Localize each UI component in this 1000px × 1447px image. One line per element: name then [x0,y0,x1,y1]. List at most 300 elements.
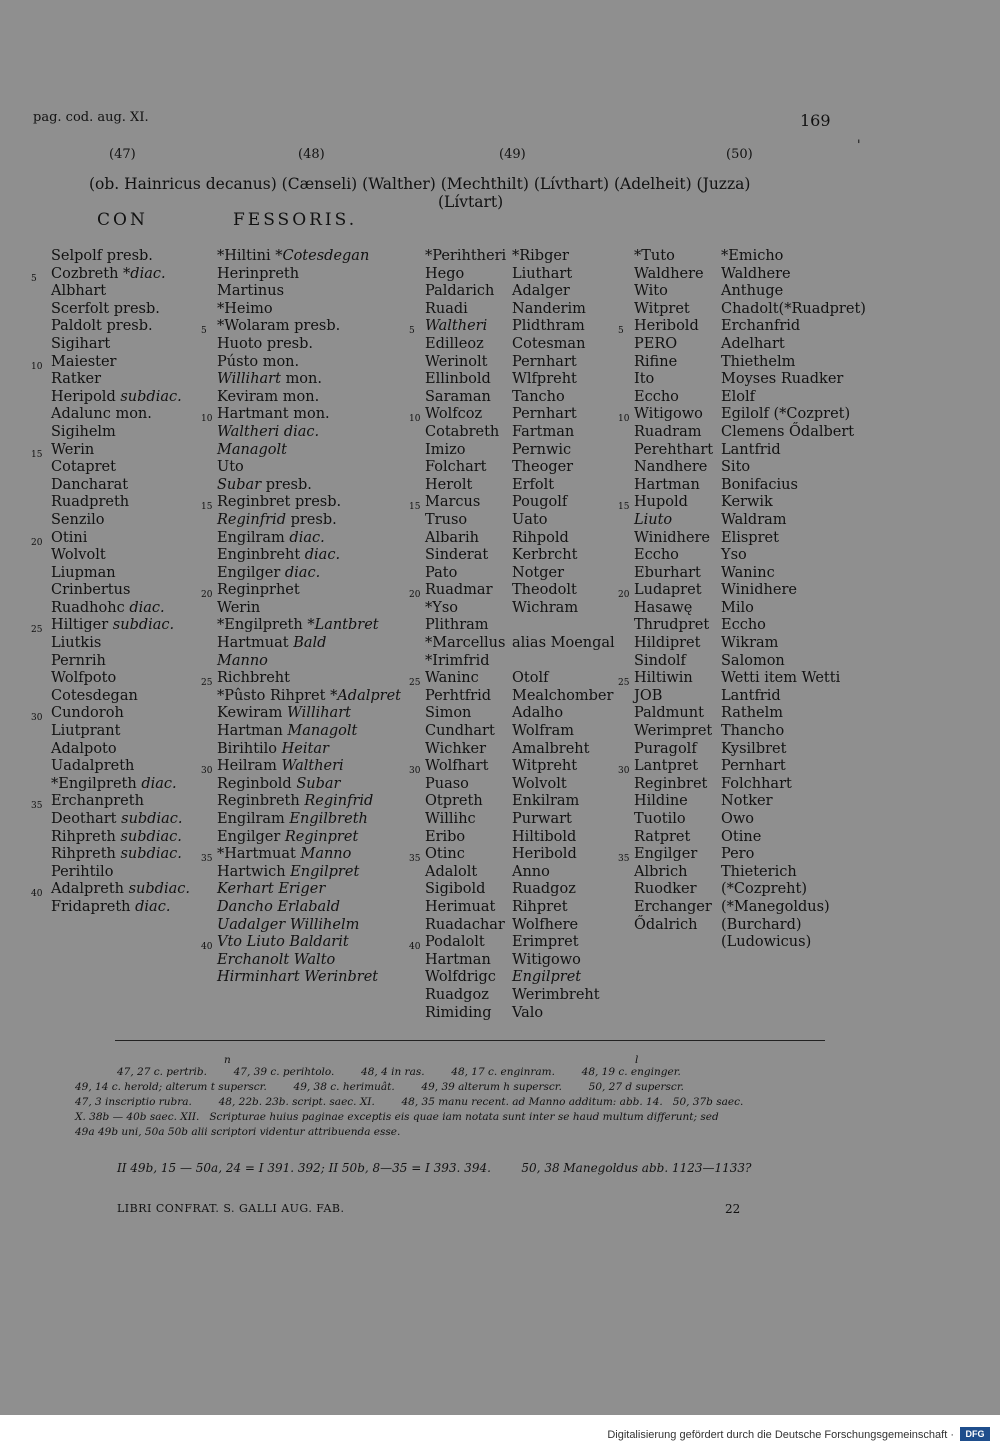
name-token: Adalpreth [51,881,124,898]
name-token: Manno [217,652,268,669]
line-number: 20 [409,590,421,601]
list-item [634,600,713,618]
list-item [634,741,713,759]
list-item [51,688,190,706]
list-item [512,494,615,512]
name-token: Reginpret [284,828,359,845]
name-token: Heribold [512,846,577,863]
list-item [217,389,401,407]
name-token: Wolfdrigc [425,969,496,986]
list-item [51,741,190,759]
list-item [201,670,401,689]
name-token: Thiethelm [721,353,796,370]
list-item [634,283,713,301]
list-item [512,969,615,987]
list-item [425,266,506,284]
name-token: Theoger [512,459,574,476]
name-token: Liuthart [512,265,573,282]
name-token: Sigihart [51,335,111,352]
list-item [409,934,506,953]
name-token: subdiac. [121,811,183,827]
list-item [721,776,866,794]
list-item [634,723,713,741]
name-token: Valo [512,1004,544,1021]
list-item [425,705,506,723]
name-token: Hartwich [217,863,286,880]
list-item [512,846,615,864]
name-token: Liutkis [51,635,102,652]
list-item [425,512,506,530]
list-item [217,424,401,442]
list-item [721,793,866,811]
list-item [634,917,713,935]
line-number: 30 [201,766,213,777]
name-token: Thancho [721,723,785,740]
name-token: Witpret [634,300,690,317]
list-item [634,617,713,635]
list-item [512,811,615,829]
list-item [217,354,401,372]
name-token: Engilger [217,828,281,845]
list-item [425,793,506,811]
list-item [51,547,190,565]
name-token: Uadalger [217,916,286,933]
name-token: Ito [634,371,655,388]
name-token: presb. [106,318,153,335]
line-number: 10 [31,361,43,372]
name-token: Plithram [425,617,489,634]
list-item [721,494,866,512]
list-item [425,371,506,389]
name-token: Ruadachar [425,916,505,933]
name-token: Hartman [425,951,491,968]
name-token: Salomon [721,652,785,669]
list-item [512,653,615,671]
name-token: Heribold [634,318,699,335]
list-item [512,705,615,723]
name-token: *Irimfrid [425,652,490,669]
name-token: Truso [425,511,468,528]
list-item [51,653,190,671]
name-token: Reginbold [217,775,292,792]
list-item [634,301,713,319]
name-token: Dancho [217,898,273,915]
list-item [51,600,190,618]
name-token: Chadolt(*Ruadpret) [721,300,866,317]
line-number: 20 [618,590,630,601]
list-item [634,688,713,706]
list-item [634,266,713,284]
name-token: Adalunc [51,406,111,423]
list-item [409,494,506,513]
name-column-49b [512,248,615,1022]
name-token: Eriger [278,881,326,898]
line-number: 5 [618,326,624,337]
line-number: 25 [409,678,421,689]
line-number: 25 [618,678,630,689]
line-number: 30 [618,766,630,777]
line-number: 40 [409,942,421,953]
name-token: Werinbret [304,969,379,986]
list-item [425,899,506,917]
dfg-logo: DFG [960,1427,990,1441]
name-token: *Marcellus [425,635,506,652]
name-token: Managolt [217,441,287,458]
name-token: Fartman [512,423,575,440]
list-item [425,864,506,882]
name-token: Pernrih [51,652,106,669]
name-token: mon. [262,353,300,370]
funding-text: Digitalisierung gefördert durch die Deutsche Forschungsgemeinschaft · [607,1429,954,1441]
name-token: mon. [115,406,152,423]
name-token: *Lantbret [307,617,379,634]
list-item [634,371,713,389]
name-token: Edilleoz [425,335,484,352]
list-item [721,758,866,776]
list-item [51,389,190,407]
list-item [425,283,506,301]
list-item [217,635,401,653]
list-item [31,353,190,372]
name-token: Elolf [721,388,755,405]
list-item [512,318,615,336]
list-item [512,336,615,354]
name-token: Waltheri [425,318,488,335]
list-item [425,442,506,460]
list-item [409,318,506,337]
name-token: *Ribger [512,248,569,264]
name-token: Rihpreth [51,828,116,845]
name-token: Hiltiger [51,617,109,634]
name-token: Ruadmar [425,582,493,599]
name-token: Subar [217,476,262,493]
name-token: item [764,670,797,687]
name-token: *Pûsto [217,687,266,704]
name-token: Wetti [721,670,760,687]
list-item [217,442,401,460]
name-token: Scerfolt [51,300,110,317]
name-token: Pernhart [512,406,577,423]
name-token: Eccho [721,617,766,634]
list-item [721,741,866,759]
list-item [217,301,401,319]
list-item [721,688,866,706]
list-item [425,336,506,354]
list-item [721,723,866,741]
list-item [721,653,866,671]
list-item [512,389,615,407]
name-token: Waltheri [281,758,344,775]
name-token: Wolfram [512,723,574,740]
list-item [721,934,866,952]
name-token: Kerhart [217,881,274,898]
column-number-48: (48) [298,147,325,162]
name-token: Sindolf [634,652,686,669]
list-item [618,494,713,513]
name-token: Winidhere [634,529,710,546]
name-token: Owo [721,811,755,827]
name-token: Heitar [281,740,329,757]
name-token: Mealchomber [512,687,614,704]
line-number: 10 [409,414,421,425]
list-item [51,494,190,512]
name-token: Adelhart [721,335,785,352]
name-token: *Tuto [634,248,675,264]
name-token: mon. [293,406,330,423]
list-item [217,600,401,618]
name-token: Otpreth [425,793,483,810]
name-token: diac. [141,775,177,792]
name-token: Dancharat [51,476,129,493]
name-token: (Ludowicus) [721,934,812,951]
line-number: 20 [31,537,43,548]
list-item [51,248,190,266]
list-item [721,864,866,882]
list-item [721,442,866,460]
list-item [409,406,506,425]
list-item [512,406,615,424]
name-token: Eburhart [634,564,701,581]
list-item [721,283,866,301]
name-token: Hirminhart [217,969,300,986]
name-token: presb. [295,494,342,511]
name-token: Waltheri [217,423,280,440]
list-item [425,617,506,635]
name-token: Uadalpreth [51,758,135,775]
name-token: Perehthart [634,441,714,458]
name-token: Theodolt [512,582,577,599]
name-token: Sigihelm [51,423,116,440]
name-token: Erfolt [512,476,555,493]
list-item [31,617,190,636]
name-token: Reginbreth [217,793,300,810]
page-header-left: pag. cod. aug. XI. [33,110,149,125]
name-token: (Burchard) [721,916,802,933]
list-item [512,670,615,688]
name-token: Otine [721,828,762,845]
list-item [201,934,401,953]
list-item [634,248,713,266]
list-item [51,846,190,864]
name-token: (*Cozpret) [773,406,851,423]
name-token: Otini [51,529,88,546]
name-token: Uato [512,511,548,528]
header-tick: ' [857,138,861,153]
line-number: 10 [201,414,213,425]
list-item [201,406,401,425]
name-token: Erchanpreth [51,793,144,810]
list-item [512,987,615,1005]
list-item [425,811,506,829]
list-item [634,477,713,495]
name-token: diac. [304,547,341,564]
name-token: Hartmuat [217,635,289,652]
list-item [721,301,866,319]
name-token: Wolvolt [51,547,106,564]
name-token: Pernhart [721,758,786,775]
name-token: Marcus [425,494,481,511]
line-number: 35 [201,854,213,865]
list-item [425,547,506,565]
list-item [425,301,506,319]
list-item [721,371,866,389]
list-item [425,723,506,741]
list-item [512,547,615,565]
list-item [634,776,713,794]
name-token: Ruadgoz [512,881,576,898]
name-token: Enkilram [512,793,580,810]
name-token: Erimpret [512,934,579,951]
list-item [51,336,190,354]
name-token: Hego [425,265,465,282]
name-token: Birihtilo [217,740,278,757]
name-token: Cozbreth [51,265,119,282]
name-column-49a [409,248,507,1022]
name-token: Uto [217,459,244,476]
name-token: Hartman [634,476,700,493]
list-item [51,758,190,776]
name-token: Liuto [634,511,673,528]
name-token: Saraman [425,388,491,405]
list-item [634,512,713,530]
name-token: Engilger [217,564,281,581]
name-token: Egilolf [721,406,769,423]
name-token: Liutprant [51,723,121,740]
name-token: Willihc [425,811,476,827]
list-item [425,389,506,407]
list-item [51,318,190,336]
line-number: 30 [409,766,421,777]
name-token: Waldhere [721,265,791,282]
name-token: Yso [721,547,747,564]
name-token: Pero [721,846,755,863]
list-item [425,881,506,899]
list-item [512,371,615,389]
line-number: 10 [618,414,630,425]
name-token: Albrich [634,863,688,880]
line-number: 15 [201,502,213,513]
list-item [217,512,401,530]
list-item [512,301,615,319]
list-item [721,600,866,618]
list-item [201,846,401,865]
list-item [721,512,866,530]
list-item [425,600,506,618]
list-item [51,512,190,530]
list-item [201,758,401,777]
name-token: Pato [425,564,458,581]
list-item [721,917,866,935]
list-item [217,617,401,635]
line-number: 5 [31,273,37,284]
name-token: Herolt [425,476,473,493]
name-token: *Heimo [217,300,273,317]
name-token: Ruadram [634,423,702,440]
list-item [721,670,866,688]
line-number: 30 [31,713,43,724]
name-token: Folchhart [721,775,792,792]
name-token: presb. [290,511,337,528]
name-token: presb. [294,318,341,335]
name-token: Keviram [217,388,279,405]
list-item [634,530,713,548]
name-token: (*Cozpreht) [721,881,807,898]
name-token: Thieterich [721,863,797,880]
name-token: Wetti [801,670,841,687]
name-token: Hildipret [634,635,701,652]
list-item [217,917,401,935]
list-item [512,617,615,635]
list-item [721,424,866,442]
name-token: Cotesdegan [51,687,138,704]
list-item [51,283,190,301]
list-item [425,635,506,653]
apparatus-line-4: X. 38b — 40b saec. XII. Scripturae huius paginae exceptis eis quae iam notata sunt inter se haud multum differunt; sed [75,1111,719,1123]
list-item [425,354,506,372]
name-token: Adalpoto [51,740,117,757]
name-token: Ellinbold [425,371,491,388]
list-item [409,582,506,601]
name-token: Kewiram [217,705,283,722]
list-item [31,529,190,548]
list-item [634,547,713,565]
name-token: Perhtfrid [425,687,492,704]
list-item [425,776,506,794]
name-token: Engilpret [512,969,582,986]
name-token: Nanderim [512,300,586,317]
name-token: Ődalbert [789,423,855,440]
name-token: Reginbret [217,494,291,511]
list-item [425,653,506,671]
list-item [217,459,401,477]
name-token: Perihtilo [51,863,114,880]
list-item [512,688,615,706]
name-token: Wichker [425,740,487,757]
list-item [512,354,615,372]
list-item [31,441,190,460]
name-token: Herimuat [425,898,496,915]
list-item [425,477,506,495]
list-item [634,829,713,847]
list-item [51,406,190,424]
list-item [51,811,190,829]
name-token: Ruadgoz [425,986,489,1003]
name-token: Moyses [721,371,777,388]
list-item [512,459,615,477]
name-token: Reginbret [634,775,708,792]
name-column-47 [31,248,190,917]
name-token: diac. [284,564,321,581]
signature-line: LIBRI CONFRAT. S. GALLI AUG. FAB. [117,1202,345,1215]
name-token: Ruadpreth [51,494,130,511]
list-item [721,617,866,635]
name-token: Clemens [721,423,785,440]
name-token: Erchanfrid [721,318,801,335]
name-token: alias [512,635,547,652]
name-token: Tancho [512,388,565,405]
apparatus-line-3: 47, 3 inscriptio rubra. 48, 22b. 23b. script. saec. XI. 48, 35 manu recent. ad Manno additum: abb. 14. 50, 37b saec. [75,1096,744,1108]
list-item [512,776,615,794]
name-token: *Engilpreth [217,617,303,634]
name-token: JOB [634,687,663,704]
list-item [425,1005,506,1023]
name-token: Purwart [512,811,572,827]
list-item [634,864,713,882]
list-item [721,248,866,266]
apparatus-superscript-l: l [635,1054,639,1066]
name-token: Plidthram [512,318,585,335]
list-item [618,670,713,689]
